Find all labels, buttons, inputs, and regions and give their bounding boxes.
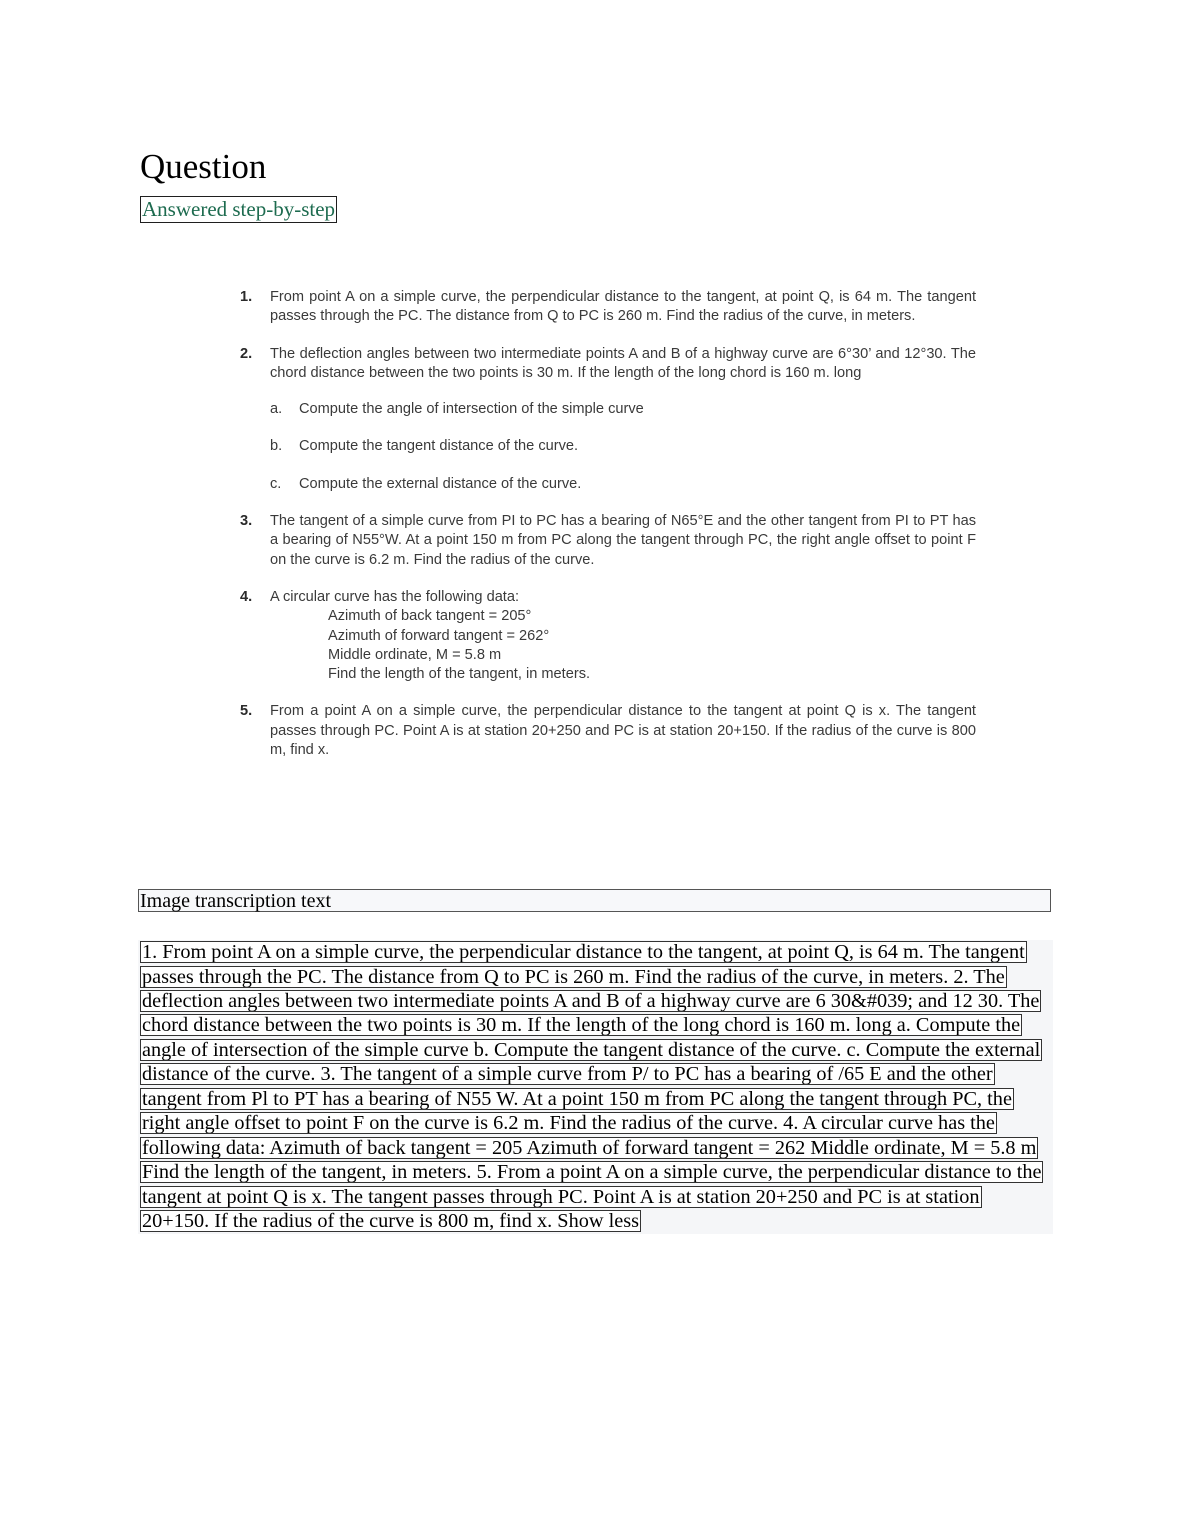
question-image <box>236 288 976 778</box>
sub-question-text: Compute the tangent distance of the curve. <box>299 438 579 455</box>
page-title: Question <box>140 147 267 186</box>
transcription-line: right angle offset to point F on the curve is 6.2 m. Find the radius of the curve. 4. A circular curve has the <box>142 1112 995 1134</box>
sub-question-letter: c. <box>270 475 282 492</box>
question-number: 1. <box>240 289 253 305</box>
sub-question-letter: a. <box>270 401 283 418</box>
question-number: 5. <box>240 703 253 720</box>
curve-data-list <box>270 607 976 684</box>
transcription-line: Find the length of the tangent, in meters. 5. From a point A on a simple curve, the perpendicular distance to the <box>142 1161 1042 1183</box>
question-text: The tangent of a simple curve from PI to PC has a bearing of N65°E and the other tangent from PI to PT has a bearing of N55°W. At a point 150 m from PC along the tangent through PC, the right angle offset to point F on the curve is 6.2 m. Find the radius of the curve. <box>270 513 976 568</box>
sub-question-b <box>270 437 976 456</box>
data-line: Middle ordinate, M = 5.8 m <box>328 646 502 663</box>
transcription-line[interactable]: 20+150. If the radius of the curve is 800 m, find x. Show less <box>142 1210 639 1232</box>
question-text: A circular curve has the following data: <box>270 588 520 605</box>
question-number: 4. <box>240 588 253 605</box>
question-item-5 <box>236 702 976 760</box>
question-item-1 <box>236 288 976 327</box>
data-line: Azimuth of back tangent = 205° <box>328 608 532 625</box>
transcription-line: chord distance between the two points is 30 m. If the length of the long chord is 160 m. long a. Compute the <box>142 1014 1021 1036</box>
question-item-3 <box>236 512 976 570</box>
question-item-4 <box>236 588 976 684</box>
transcription-line: passes through the PC. The distance from Q to PC is 260 m. Find the radius of the curve, in meters. 2. The <box>142 966 1005 988</box>
data-line: Find the length of the tangent, in meters. <box>328 666 591 683</box>
question-text: The deflection angles between two intermediate points A and B of a highway curve are 6°30’ and 12°30. The chord distance between the two points is 30 m. If the length of the long chord is 160 m. long <box>270 345 976 381</box>
question-text: From point A on a simple curve, the perpendicular distance to the tangent, at point Q, is 64 m. The tangent passes through the PC. The distance from Q to PC is 260 m. Find the radius of the curve, in meters. <box>270 289 976 325</box>
sub-question-list <box>270 400 976 494</box>
transcription-line: angle of intersection of the simple curve b. Compute the tangent distance of the curve. c. Compute the external <box>142 1039 1041 1061</box>
sub-question-c <box>270 475 976 494</box>
transcription-line: 1. From point A on a simple curve, the perpendicular distance to the tangent, at point Q, is 64 m. The tangent <box>142 941 1025 963</box>
sub-question-a <box>270 400 976 419</box>
sub-question-letter: b. <box>270 438 283 455</box>
transcription-header: Image transcription text <box>138 889 1051 912</box>
sub-question-text: Compute the external distance of the curve. <box>299 475 582 492</box>
answered-step-by-step-link[interactable]: Answered step-by-step <box>142 197 336 221</box>
transcription-line: tangent from Pl to PT has a bearing of N55 W. At a point 150 m from PC along the tangent through PC, the <box>142 1088 1012 1110</box>
sub-question-text: Compute the angle of intersection of the simple curve <box>299 401 644 418</box>
transcription-line: distance of the curve. 3. The tangent of a simple curve from P/ to PC has a bearing of /65 E and the other <box>142 1063 993 1085</box>
transcription-body <box>138 940 1053 1234</box>
question-text: From a point A on a simple curve, the perpendicular distance to the tangent at point Q is x. The tangent passes through PC. Point A is at station 20+250 and PC is at station 20+150. If the radius of the curve is 800 m, find x. <box>270 703 976 759</box>
transcription-line: tangent at point Q is x. The tangent passes through PC. Point A is at station 20+250 and PC is at station <box>142 1186 980 1208</box>
question-item-2 <box>236 345 976 494</box>
question-number: 2. <box>240 345 253 362</box>
transcription-line: following data: Azimuth of back tangent = 205 Azimuth of forward tangent = 262 Middle ordinate, M = 5.8 m <box>142 1137 1037 1159</box>
question-number: 3. <box>240 513 253 530</box>
transcription-line: deflection angles between two intermediate points A and B of a highway curve are 6 30&#039; and 12 30. The <box>142 990 1040 1012</box>
data-line: Azimuth of forward tangent = 262° <box>328 627 550 644</box>
